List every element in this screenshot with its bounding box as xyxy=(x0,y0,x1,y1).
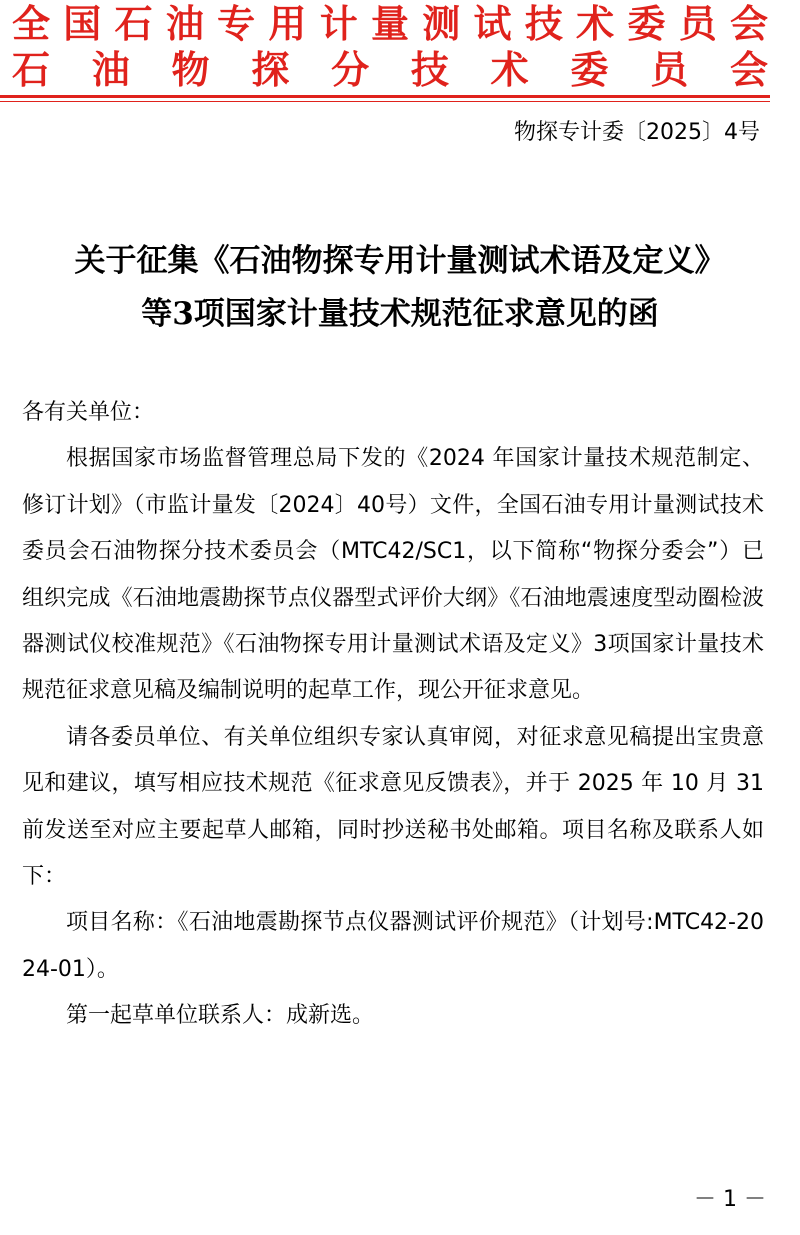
header-red-rule-thick xyxy=(0,95,770,98)
document-title-line-1: 关于征集《石油物探专用计量测试术语及定义》 xyxy=(74,243,726,279)
issuing-org-line-2: 石油物探分技术委员会 xyxy=(12,47,768,92)
salutation: 各有关单位： xyxy=(22,400,155,425)
project-name-paragraph: 项目名称：《石油地震勘探节点仪器测试评价规范》（计划号:MTC42-2024-01）。 xyxy=(22,910,764,982)
page-number: － 1 － xyxy=(694,1187,766,1212)
document-number: 物探专计委〔2025〕4号 xyxy=(514,120,760,145)
body-paragraph: 根据国家市场监督管理总局下发的《2024 年国家计量技术规范制定、修订计划》（市监计量发〔2024〕40号）文件，全国石油专用计量测试技术委员会石油物探分技术委员会（MTC42/SC1，以下简称“物探分委会”）已组织完成《石油地震勘探节点仪器型式评价大纲》《石油地震速度型动圈检波器测试仪校准规范》《石油物探专用计量测试术语及定义》3项国家计量技术规范征求意见稿及编制说明的起草工作，现公开征求意见。 xyxy=(22,446,764,704)
contact-paragraph: 第一起草单位联系人：成新选。 xyxy=(66,1003,375,1029)
document-title-line-2: 等3项国家计量技术规范征求意见的函 xyxy=(141,296,659,332)
document-body xyxy=(22,390,764,1040)
issuing-org-line-1: 全国石油专用计量测试技术委员会 xyxy=(12,1,768,46)
header-red-rule-thin xyxy=(0,101,770,102)
body-paragraph: 请各委员单位、有关单位组织专家认真审阅，对征求意见稿提出宝贵意见和建议，填写相应技术规范《征求意见反馈表》，并于 2025 年 10 月 31 前发送至对应主要起草人邮箱，同时抄送秘书处邮箱。项目名称及联系人如下： xyxy=(22,724,764,890)
